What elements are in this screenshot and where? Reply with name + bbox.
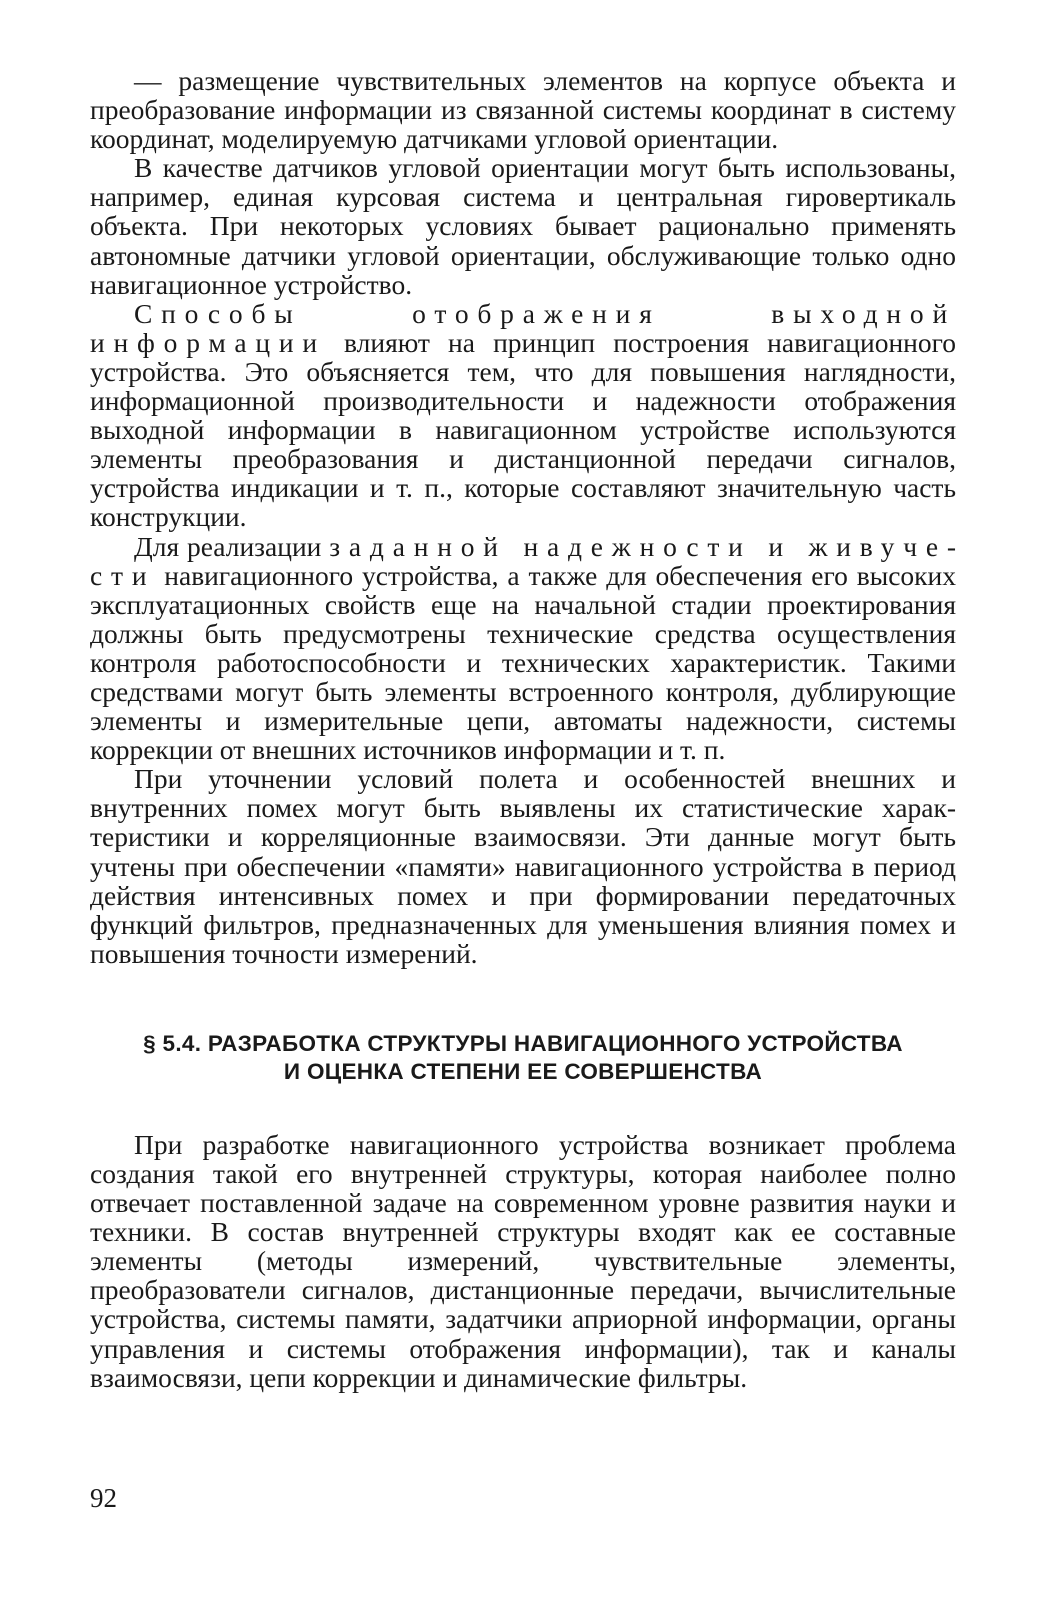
- page-number: 92: [90, 1483, 117, 1513]
- paragraph-sensor-placement: [90, 66, 956, 153]
- paragraph-text: — размещение чувствительных элементов на корпусе объекта и преобразование информации из связанной системы координат в систему координат, моделируемую датчиками угловой ориентации.: [90, 65, 956, 155]
- paragraph-reliability: [90, 532, 956, 765]
- paragraph-orientation-sensors: [90, 153, 956, 298]
- emphasis-term: Способы отображения выходной информации: [90, 297, 956, 358]
- page-body: [90, 66, 956, 1392]
- paragraph-text: навигационного устройства, а также для обеспечения его высоких эксплуатационных свойств еще на начальной стадии проектирования должны быть предусмотрены технические средства осуществления контроля работоспособности и технических характеристик. Такими средствами могут быть элементы встроенного контроля, дублирующие элементы и измерительные цепи, автоматы надежности, системы коррекции от внешних источников информации и т. п.: [90, 559, 956, 766]
- section-heading-line-1: § 5.4. РАЗРАБОТКА СТРУКТУРЫ НАВИГАЦИОННОГО УСТРОЙСТВА: [143, 1030, 903, 1056]
- paragraph-structure-development: [90, 1130, 956, 1392]
- paragraph-interference: [90, 764, 956, 968]
- paragraph-text: При разработке навигационного устройства возникает проблема создания такой его внутренней структуры, которая наиболее полно отвечает поставленной задаче на современном уровне развития науки и техники. В состав внутренней структуры входят как ее составные элементы (методы измерений, чувствительные элементы, преобразователи сигналов, дистанционные передачи, вычислительные устройства, системы памяти, задатчики априорной информации, органы управления и системы отображения информации), так и каналы взаимосвязи, цепи коррекции и динамические фильтры.: [90, 1128, 956, 1393]
- paragraph-text: В качестве датчиков угловой ориентации могут быть использованы, например, единая курсовая система и центральная гировертикаль объекта. При некоторых условиях бывает рационально применять автономные датчики угловой ориентации, обслуживающие только одно навигационное устройство.: [90, 152, 956, 300]
- section-heading-line-2: И ОЦЕНКА СТЕПЕНИ ЕЕ СОВЕРШЕНСТВА: [283, 1058, 763, 1084]
- section-heading: [90, 1030, 956, 1086]
- paragraph-output-display: [90, 299, 956, 532]
- paragraph-lead: Для реализации: [134, 530, 330, 562]
- emphasis-term: заданной надежности и живучести: [90, 530, 956, 591]
- paragraph-text: влияют на принцип построения навигационного устройства. Это объясняется тем, что для повышения наглядности, информационной производительности и надежности отображения выходной информации в навигационном устройстве используются элементы преобразования и дистанционной передачи сигналов, устройства индикации и т. п., которые составляют значительную часть конструкции.: [90, 326, 956, 533]
- paragraph-text: При уточнении условий полета и особенностей внешних и внутренних помех могут быть выявлены их статистические характеристики и корреляционные взаимосвязи. Эти данные могут быть учтены при обеспечении «памяти» навигационного устройства в период действия интенсивных помех и при формировании передаточных функций фильтров, предназначенных для уменьшения влияния помех и повышения точности измерений.: [90, 763, 956, 969]
